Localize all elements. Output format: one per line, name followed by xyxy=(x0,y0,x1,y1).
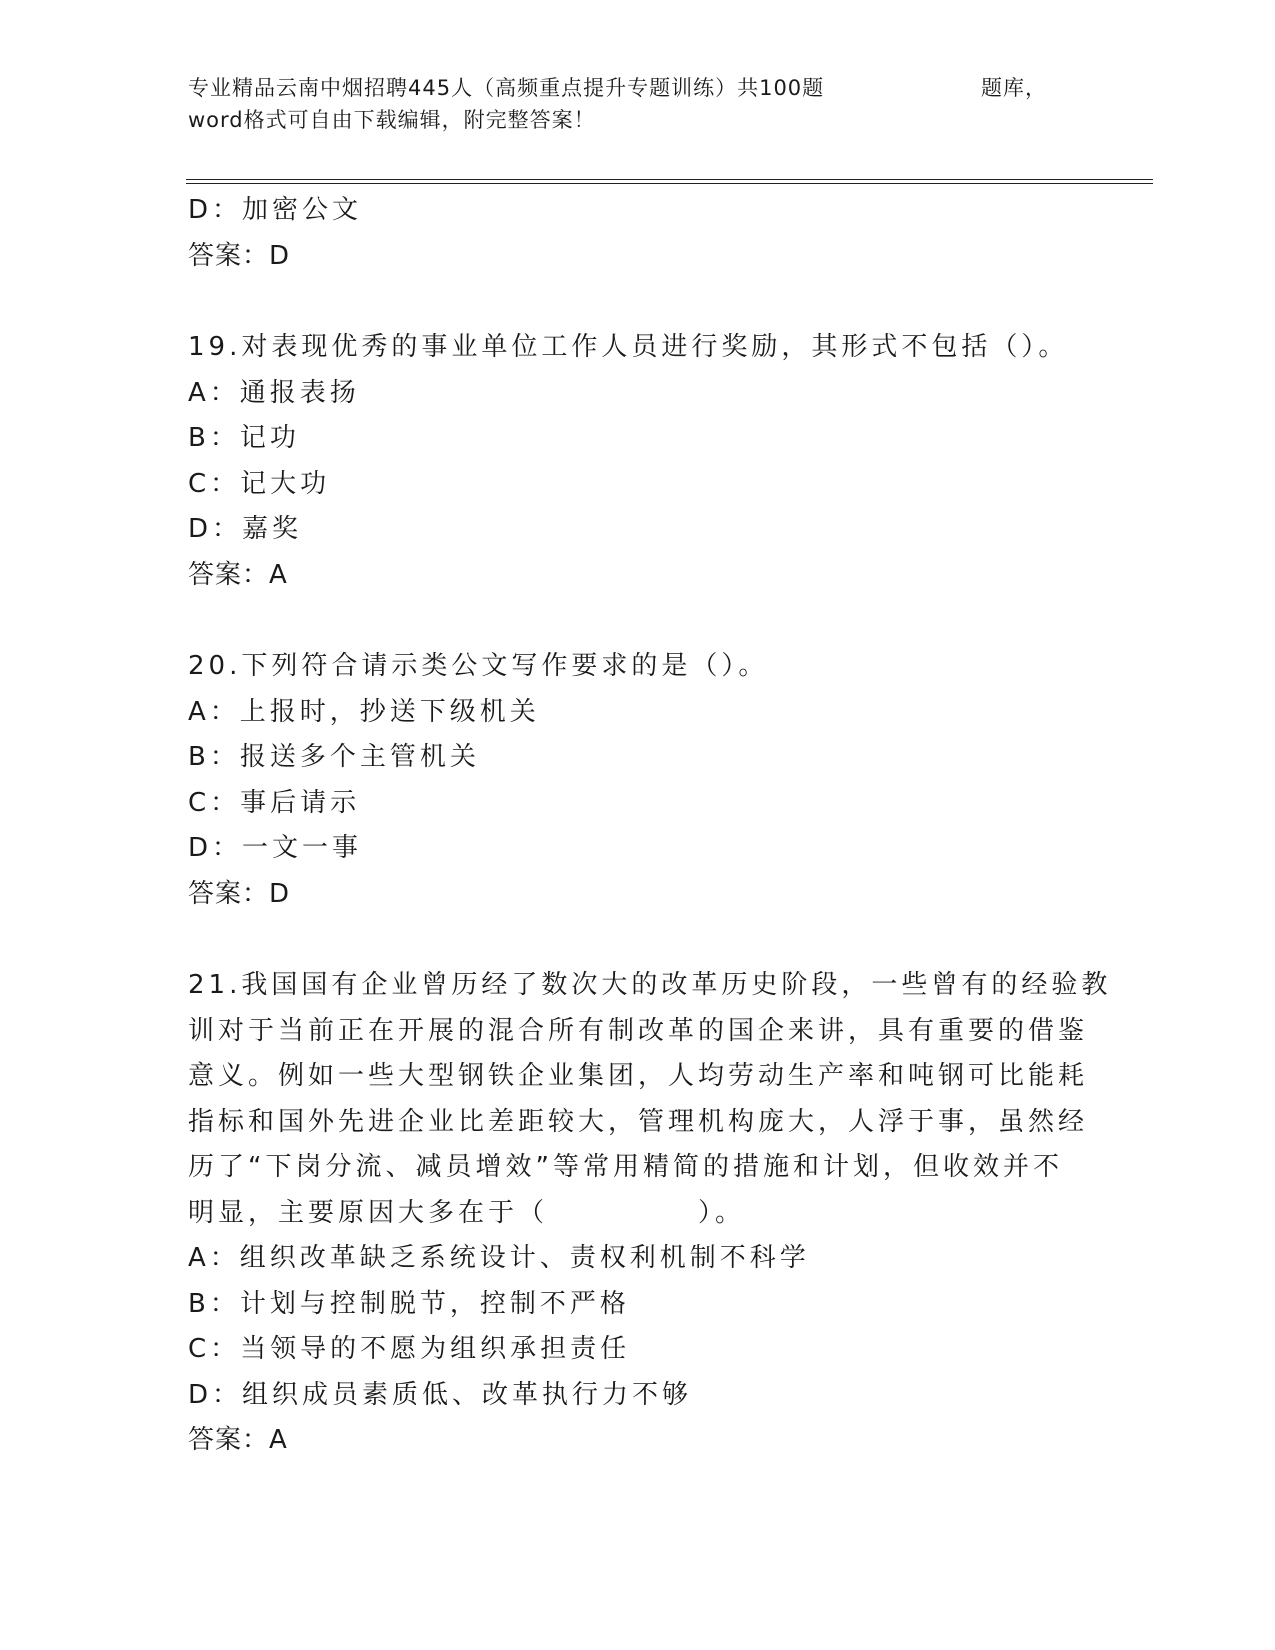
stem-line: 意义。例如一些大型钢铁企业集团，人均劳动生产率和吨钢可比能耗 xyxy=(188,1061,1089,1091)
answer-line: 答案：A xyxy=(188,559,288,590)
spacer xyxy=(188,917,1088,963)
option-d: D：嘉奖 xyxy=(188,514,303,544)
stem-line: 历了“下岗分流、减员增效”等常用精简的措施和计划，但收效并不 xyxy=(188,1152,1063,1182)
stem-line: 21.我国国有企业曾历经了数次大的改革历史阶段，一些曾有的经验教 xyxy=(188,970,1112,1000)
question-stem: 20.下列符合请示类公文写作要求的是（）。 xyxy=(188,651,769,681)
continued-question xyxy=(188,188,1088,279)
option-c: C：记大功 xyxy=(188,468,331,499)
answer-line: 答案：D xyxy=(188,240,291,271)
header-rule-top xyxy=(186,179,1153,180)
question-19 xyxy=(188,325,1088,598)
question-stem: 19.对表现优秀的事业单位工作人员进行奖励，其形式不包括（）。 xyxy=(188,332,1069,362)
answer-line: 答案：D xyxy=(188,878,291,909)
document-header xyxy=(188,72,1088,136)
header-title-tail: 题库， xyxy=(981,76,1047,100)
header-line-2: word格式可自由下载编辑，附完整答案！ xyxy=(188,108,596,132)
header-title: 专业精品云南中烟招聘445人（高频重点提升专题训练）共100题 xyxy=(188,76,825,100)
stem-line: 训对于当前正在开展的混合所有制改革的国企来讲，具有重要的借鉴 xyxy=(188,1015,1089,1046)
option-c: C：事后请示 xyxy=(188,787,361,818)
answer-line: 答案：A xyxy=(188,1425,288,1455)
option-b: B：报送多个主管机关 xyxy=(188,742,480,772)
option-a: A：通报表扬 xyxy=(188,377,360,408)
question-21 xyxy=(188,963,1112,1464)
option-d: D：加密公文 xyxy=(188,195,363,225)
option-d: D：组织成员素质低、改革执行力不够 xyxy=(188,1379,693,1410)
question-stem xyxy=(188,963,1112,1236)
question-20 xyxy=(188,644,1088,917)
option-c: C：当领导的不愿为组织承担责任 xyxy=(188,1334,631,1364)
document-body xyxy=(188,188,1112,1464)
option-d: D：一文一事 xyxy=(188,833,363,863)
option-a: A：组织改革缺乏系统设计、责权利机制不科学 xyxy=(188,1243,810,1273)
stem-line: 指标和国外先进企业比差距较大，管理机构庞大，人浮于事，虽然经 xyxy=(188,1106,1089,1137)
option-b: B：记功 xyxy=(188,423,300,453)
header-line-1 xyxy=(188,72,1088,104)
spacer xyxy=(188,598,1088,644)
option-a: A：上报时，抄送下级机关 xyxy=(188,696,540,727)
option-b: B：计划与控制脱节，控制不严格 xyxy=(188,1288,630,1319)
header-rule-bottom xyxy=(186,183,1153,184)
stem-line: 明显，主要原因大多在于（ ）。 xyxy=(188,1197,746,1228)
spacer xyxy=(188,279,1088,325)
